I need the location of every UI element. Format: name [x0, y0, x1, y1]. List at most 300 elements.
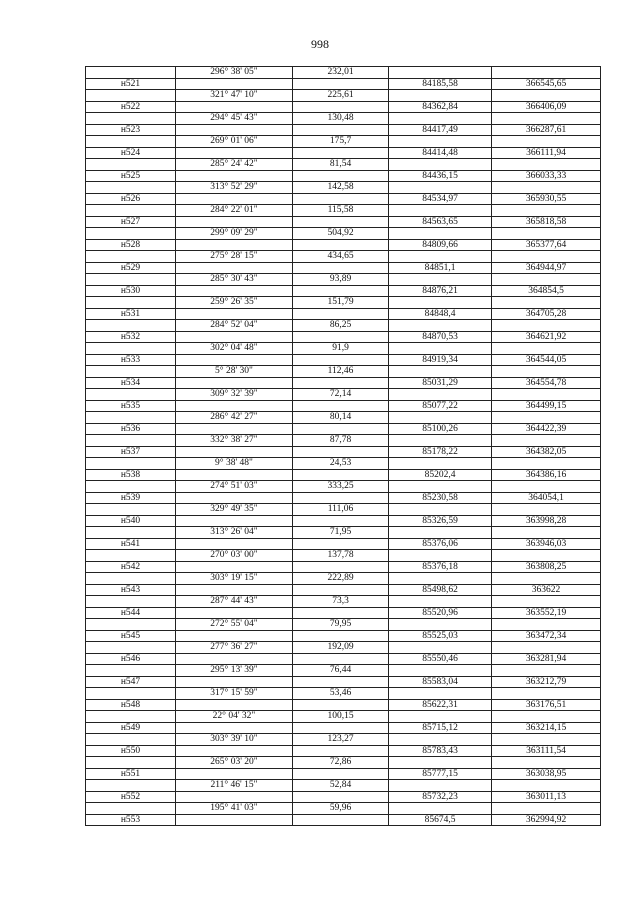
- point-id-cell: [86, 642, 176, 654]
- table-row: [86, 757, 601, 769]
- distance-cell: [293, 584, 389, 596]
- distance-cell: 72,14: [293, 389, 389, 401]
- table-row: [86, 435, 601, 447]
- coordinate-x-cell: 85622,31: [389, 699, 492, 711]
- coordinate-y-cell: [492, 205, 601, 217]
- distance-cell: 175,7: [293, 136, 389, 148]
- direction-angle-cell: 5° 28' 30": [176, 366, 293, 378]
- coordinate-x-cell: 85498,62: [389, 584, 492, 596]
- point-id-cell: н550: [86, 745, 176, 757]
- table-row: [86, 619, 601, 631]
- coordinate-y-cell: 363946,03: [492, 538, 601, 550]
- coordinate-x-cell: 85520,96: [389, 607, 492, 619]
- direction-angle-cell: [176, 791, 293, 803]
- coordinate-x-cell: [389, 389, 492, 401]
- coordinate-y-cell: 364705,28: [492, 308, 601, 320]
- coordinate-y-cell: 364554,78: [492, 377, 601, 389]
- distance-cell: 72,86: [293, 757, 389, 769]
- coordinate-y-cell: [492, 297, 601, 309]
- table-row: [86, 285, 601, 297]
- coordinate-x-cell: 85715,12: [389, 722, 492, 734]
- point-id-cell: [86, 527, 176, 539]
- distance-cell: [293, 170, 389, 182]
- coordinate-y-cell: 364382,05: [492, 446, 601, 458]
- direction-angle-cell: [176, 193, 293, 205]
- point-id-cell: [86, 159, 176, 171]
- coordinate-y-cell: [492, 550, 601, 562]
- table-row: [86, 722, 601, 734]
- coordinate-x-cell: [389, 159, 492, 171]
- distance-cell: [293, 699, 389, 711]
- distance-cell: [293, 791, 389, 803]
- table-row: [86, 423, 601, 435]
- point-id-cell: [86, 320, 176, 332]
- direction-angle-cell: 313° 26' 04": [176, 527, 293, 539]
- distance-cell: 53,46: [293, 688, 389, 700]
- coordinate-x-cell: 85525,03: [389, 630, 492, 642]
- direction-angle-cell: 195° 41' 03": [176, 803, 293, 815]
- table-row: [86, 642, 601, 654]
- coordinate-y-cell: 364386,16: [492, 469, 601, 481]
- coordinate-y-cell: [492, 757, 601, 769]
- distance-cell: [293, 630, 389, 642]
- direction-angle-cell: [176, 400, 293, 412]
- distance-cell: [293, 124, 389, 136]
- distance-cell: 52,84: [293, 780, 389, 792]
- table-row: [86, 711, 601, 723]
- table-row: [86, 216, 601, 228]
- point-id-cell: [86, 343, 176, 355]
- table-row: [86, 182, 601, 194]
- coordinate-y-cell: [492, 67, 601, 79]
- point-id-cell: [86, 803, 176, 815]
- point-id-cell: н543: [86, 584, 176, 596]
- point-id-cell: н545: [86, 630, 176, 642]
- direction-angle-cell: [176, 561, 293, 573]
- point-id-cell: н522: [86, 101, 176, 113]
- distance-cell: 192,09: [293, 642, 389, 654]
- distance-cell: [293, 515, 389, 527]
- direction-angle-cell: [176, 607, 293, 619]
- table-row: [86, 780, 601, 792]
- direction-angle-cell: [176, 515, 293, 527]
- point-id-cell: [86, 274, 176, 286]
- distance-cell: [293, 722, 389, 734]
- point-id-cell: [86, 596, 176, 608]
- coordinate-y-cell: [492, 412, 601, 424]
- direction-angle-cell: 286° 42' 27": [176, 412, 293, 424]
- coordinates-table: [85, 66, 601, 826]
- coordinate-y-cell: 364854,5: [492, 285, 601, 297]
- table-row: [86, 630, 601, 642]
- point-id-cell: [86, 228, 176, 240]
- distance-cell: [293, 216, 389, 228]
- direction-angle-cell: 309° 32' 39": [176, 389, 293, 401]
- direction-angle-cell: 211° 46' 15": [176, 780, 293, 792]
- direction-angle-cell: 317° 15' 59": [176, 688, 293, 700]
- coordinate-y-cell: [492, 734, 601, 746]
- coordinate-x-cell: 85732,23: [389, 791, 492, 803]
- point-id-cell: [86, 136, 176, 148]
- point-id-cell: [86, 665, 176, 677]
- direction-angle-cell: [176, 538, 293, 550]
- coordinate-x-cell: 84848,4: [389, 308, 492, 320]
- table-row: [86, 699, 601, 711]
- coordinate-x-cell: [389, 550, 492, 562]
- point-id-cell: н540: [86, 515, 176, 527]
- coordinate-x-cell: [389, 527, 492, 539]
- point-id-cell: н529: [86, 262, 176, 274]
- direction-angle-cell: 275° 28' 15": [176, 251, 293, 263]
- coordinate-y-cell: [492, 159, 601, 171]
- direction-angle-cell: [176, 492, 293, 504]
- point-id-cell: н526: [86, 193, 176, 205]
- distance-cell: [293, 147, 389, 159]
- distance-cell: 333,25: [293, 481, 389, 493]
- point-id-cell: [86, 619, 176, 631]
- coordinate-x-cell: [389, 642, 492, 654]
- coordinate-x-cell: [389, 688, 492, 700]
- coordinate-y-cell: [492, 596, 601, 608]
- point-id-cell: н544: [86, 607, 176, 619]
- distance-cell: 87,78: [293, 435, 389, 447]
- coordinate-x-cell: [389, 573, 492, 585]
- table-row: [86, 78, 601, 90]
- direction-angle-cell: 332° 38' 27": [176, 435, 293, 447]
- coordinate-x-cell: [389, 504, 492, 516]
- coordinate-y-cell: 363111,54: [492, 745, 601, 757]
- distance-cell: 81,54: [293, 159, 389, 171]
- distance-cell: [293, 400, 389, 412]
- coordinate-y-cell: 366033,33: [492, 170, 601, 182]
- direction-angle-cell: [176, 653, 293, 665]
- coordinate-x-cell: [389, 757, 492, 769]
- direction-angle-cell: 321° 47' 10": [176, 90, 293, 102]
- coordinate-y-cell: 363622: [492, 584, 601, 596]
- direction-angle-cell: 22° 04' 32": [176, 711, 293, 723]
- coordinate-x-cell: 84809,66: [389, 239, 492, 251]
- point-id-cell: [86, 780, 176, 792]
- coordinate-x-cell: 85031,29: [389, 377, 492, 389]
- point-id-cell: [86, 205, 176, 217]
- point-id-cell: [86, 711, 176, 723]
- direction-angle-cell: [176, 814, 293, 826]
- coordinate-x-cell: [389, 251, 492, 263]
- point-id-cell: н531: [86, 308, 176, 320]
- coordinate-y-cell: 366406,09: [492, 101, 601, 113]
- direction-angle-cell: 296° 38' 05": [176, 67, 293, 79]
- coordinate-y-cell: [492, 343, 601, 355]
- distance-cell: 225,61: [293, 90, 389, 102]
- distance-cell: 111,06: [293, 504, 389, 516]
- coordinate-y-cell: 363176,51: [492, 699, 601, 711]
- coordinate-y-cell: [492, 251, 601, 263]
- coordinate-y-cell: [492, 688, 601, 700]
- coordinate-x-cell: 84876,21: [389, 285, 492, 297]
- direction-angle-cell: 302° 04' 48": [176, 343, 293, 355]
- direction-angle-cell: [176, 216, 293, 228]
- table-row: [86, 791, 601, 803]
- coordinate-y-cell: 363808,25: [492, 561, 601, 573]
- point-id-cell: н532: [86, 331, 176, 343]
- point-id-cell: н546: [86, 653, 176, 665]
- distance-cell: 86,25: [293, 320, 389, 332]
- distance-cell: [293, 78, 389, 90]
- coordinate-y-cell: 363998,28: [492, 515, 601, 527]
- direction-angle-cell: 329° 49' 35": [176, 504, 293, 516]
- coordinate-x-cell: 85326,59: [389, 515, 492, 527]
- coordinate-x-cell: [389, 113, 492, 125]
- distance-cell: [293, 239, 389, 251]
- point-id-cell: н537: [86, 446, 176, 458]
- direction-angle-cell: 284° 22' 01": [176, 205, 293, 217]
- point-id-cell: [86, 734, 176, 746]
- coordinate-y-cell: 363472,34: [492, 630, 601, 642]
- coordinate-y-cell: [492, 366, 601, 378]
- point-id-cell: н535: [86, 400, 176, 412]
- distance-cell: 76,44: [293, 665, 389, 677]
- table-row: [86, 469, 601, 481]
- coordinate-y-cell: [492, 136, 601, 148]
- table-row: [86, 446, 601, 458]
- point-id-cell: н541: [86, 538, 176, 550]
- coordinate-y-cell: [492, 389, 601, 401]
- direction-angle-cell: 294° 45' 43": [176, 113, 293, 125]
- distance-cell: [293, 538, 389, 550]
- table-row: [86, 159, 601, 171]
- distance-cell: 91,9: [293, 343, 389, 355]
- point-id-cell: н528: [86, 239, 176, 251]
- distance-cell: 115,58: [293, 205, 389, 217]
- table-row: [86, 734, 601, 746]
- distance-cell: [293, 101, 389, 113]
- coordinate-x-cell: 84185,58: [389, 78, 492, 90]
- coordinate-y-cell: 364944,97: [492, 262, 601, 274]
- point-id-cell: [86, 389, 176, 401]
- distance-cell: [293, 377, 389, 389]
- direction-angle-cell: 274° 51' 03": [176, 481, 293, 493]
- coordinate-x-cell: [389, 366, 492, 378]
- table-row: [86, 228, 601, 240]
- table-row: [86, 239, 601, 251]
- distance-cell: [293, 607, 389, 619]
- coordinate-y-cell: 363212,79: [492, 676, 601, 688]
- coordinate-y-cell: [492, 90, 601, 102]
- coordinate-x-cell: [389, 136, 492, 148]
- coordinate-y-cell: [492, 573, 601, 585]
- direction-angle-cell: [176, 469, 293, 481]
- direction-angle-cell: 270° 03' 00": [176, 550, 293, 562]
- table-row: [86, 515, 601, 527]
- direction-angle-cell: [176, 768, 293, 780]
- point-id-cell: [86, 366, 176, 378]
- direction-angle-cell: [176, 262, 293, 274]
- direction-angle-cell: [176, 676, 293, 688]
- distance-cell: 93,89: [293, 274, 389, 286]
- coordinate-x-cell: 85674,5: [389, 814, 492, 826]
- point-id-cell: [86, 573, 176, 585]
- direction-angle-cell: 272° 55' 04": [176, 619, 293, 631]
- coordinate-x-cell: [389, 435, 492, 447]
- point-id-cell: н538: [86, 469, 176, 481]
- table-row: [86, 262, 601, 274]
- point-id-cell: [86, 458, 176, 470]
- direction-angle-cell: [176, 630, 293, 642]
- coordinate-y-cell: 362994,92: [492, 814, 601, 826]
- distance-cell: 59,96: [293, 803, 389, 815]
- point-id-cell: [86, 67, 176, 79]
- distance-cell: [293, 492, 389, 504]
- distance-cell: 130,48: [293, 113, 389, 125]
- distance-cell: [293, 354, 389, 366]
- coordinate-y-cell: [492, 665, 601, 677]
- table-row: [86, 527, 601, 539]
- table-row: [86, 124, 601, 136]
- coordinate-x-cell: [389, 481, 492, 493]
- distance-cell: [293, 469, 389, 481]
- direction-angle-cell: [176, 446, 293, 458]
- point-id-cell: [86, 757, 176, 769]
- point-id-cell: н530: [86, 285, 176, 297]
- direction-angle-cell: [176, 423, 293, 435]
- direction-angle-cell: [176, 124, 293, 136]
- distance-cell: [293, 561, 389, 573]
- table-row: [86, 768, 601, 780]
- distance-cell: [293, 193, 389, 205]
- coordinate-x-cell: 85583,04: [389, 676, 492, 688]
- distance-cell: [293, 814, 389, 826]
- distance-cell: [293, 745, 389, 757]
- table-row: [86, 308, 601, 320]
- coordinate-x-cell: 84362,84: [389, 101, 492, 113]
- table-row: [86, 147, 601, 159]
- coordinate-y-cell: [492, 320, 601, 332]
- coordinate-y-cell: 366545,65: [492, 78, 601, 90]
- direction-angle-cell: 303° 39' 10": [176, 734, 293, 746]
- coordinate-x-cell: [389, 182, 492, 194]
- coordinate-x-cell: 85100,26: [389, 423, 492, 435]
- coordinate-x-cell: [389, 297, 492, 309]
- coordinate-x-cell: 85178,22: [389, 446, 492, 458]
- distance-cell: 71,95: [293, 527, 389, 539]
- table-row: [86, 205, 601, 217]
- table-row: [86, 90, 601, 102]
- coordinate-x-cell: 84870,53: [389, 331, 492, 343]
- point-id-cell: н533: [86, 354, 176, 366]
- direction-angle-cell: [176, 584, 293, 596]
- direction-angle-cell: 259° 26' 35": [176, 297, 293, 309]
- coordinate-y-cell: [492, 780, 601, 792]
- table-row: [86, 297, 601, 309]
- distance-cell: 151,79: [293, 297, 389, 309]
- point-id-cell: [86, 251, 176, 263]
- direction-angle-cell: [176, 170, 293, 182]
- table-row: [86, 803, 601, 815]
- point-id-cell: н525: [86, 170, 176, 182]
- coordinate-y-cell: 363011,13: [492, 791, 601, 803]
- direction-angle-cell: 299° 09' 29": [176, 228, 293, 240]
- distance-cell: [293, 653, 389, 665]
- point-id-cell: н553: [86, 814, 176, 826]
- coordinate-y-cell: 363552,19: [492, 607, 601, 619]
- table-row: [86, 389, 601, 401]
- coordinate-x-cell: 85376,06: [389, 538, 492, 550]
- point-id-cell: н527: [86, 216, 176, 228]
- direction-angle-cell: [176, 722, 293, 734]
- coordinate-x-cell: [389, 803, 492, 815]
- table-row: [86, 492, 601, 504]
- direction-angle-cell: 303° 19' 15": [176, 573, 293, 585]
- direction-angle-cell: [176, 745, 293, 757]
- direction-angle-cell: 287° 44' 43": [176, 596, 293, 608]
- distance-cell: [293, 423, 389, 435]
- coordinate-y-cell: 364422,39: [492, 423, 601, 435]
- distance-cell: 73,3: [293, 596, 389, 608]
- coordinate-y-cell: [492, 481, 601, 493]
- table-row: [86, 504, 601, 516]
- table-row: [86, 320, 601, 332]
- table-row: [86, 412, 601, 424]
- distance-cell: 232,01: [293, 67, 389, 79]
- coordinate-y-cell: 365930,55: [492, 193, 601, 205]
- direction-angle-cell: 295° 13' 39": [176, 665, 293, 677]
- table-row: [86, 481, 601, 493]
- direction-angle-cell: [176, 147, 293, 159]
- direction-angle-cell: [176, 239, 293, 251]
- coordinate-x-cell: [389, 458, 492, 470]
- coordinate-x-cell: [389, 67, 492, 79]
- point-id-cell: н542: [86, 561, 176, 573]
- table-row: [86, 67, 601, 79]
- point-id-cell: н551: [86, 768, 176, 780]
- point-id-cell: н534: [86, 377, 176, 389]
- direction-angle-cell: [176, 354, 293, 366]
- direction-angle-cell: [176, 699, 293, 711]
- coordinate-y-cell: 365818,58: [492, 216, 601, 228]
- table-row: [86, 688, 601, 700]
- distance-cell: [293, 262, 389, 274]
- coordinate-x-cell: 85777,15: [389, 768, 492, 780]
- direction-angle-cell: [176, 78, 293, 90]
- point-id-cell: н523: [86, 124, 176, 136]
- table-row: [86, 343, 601, 355]
- coordinate-y-cell: [492, 711, 601, 723]
- coordinate-y-cell: [492, 803, 601, 815]
- table-row: [86, 101, 601, 113]
- coordinate-x-cell: 85230,58: [389, 492, 492, 504]
- distance-cell: [293, 676, 389, 688]
- distance-cell: [293, 768, 389, 780]
- point-id-cell: н548: [86, 699, 176, 711]
- point-id-cell: [86, 297, 176, 309]
- table-row: [86, 596, 601, 608]
- direction-angle-cell: 9° 38' 48": [176, 458, 293, 470]
- coordinate-y-cell: 366111,94: [492, 147, 601, 159]
- coordinate-y-cell: [492, 642, 601, 654]
- coordinate-x-cell: 84534,97: [389, 193, 492, 205]
- coordinate-x-cell: 84851,1: [389, 262, 492, 274]
- coordinate-y-cell: [492, 527, 601, 539]
- table-row: [86, 538, 601, 550]
- coordinate-x-cell: [389, 711, 492, 723]
- distance-cell: [293, 308, 389, 320]
- coordinate-x-cell: [389, 343, 492, 355]
- table-row: [86, 665, 601, 677]
- table-row: [86, 676, 601, 688]
- coordinate-y-cell: [492, 113, 601, 125]
- direction-angle-cell: 285° 24' 42": [176, 159, 293, 171]
- coordinate-x-cell: 85376,18: [389, 561, 492, 573]
